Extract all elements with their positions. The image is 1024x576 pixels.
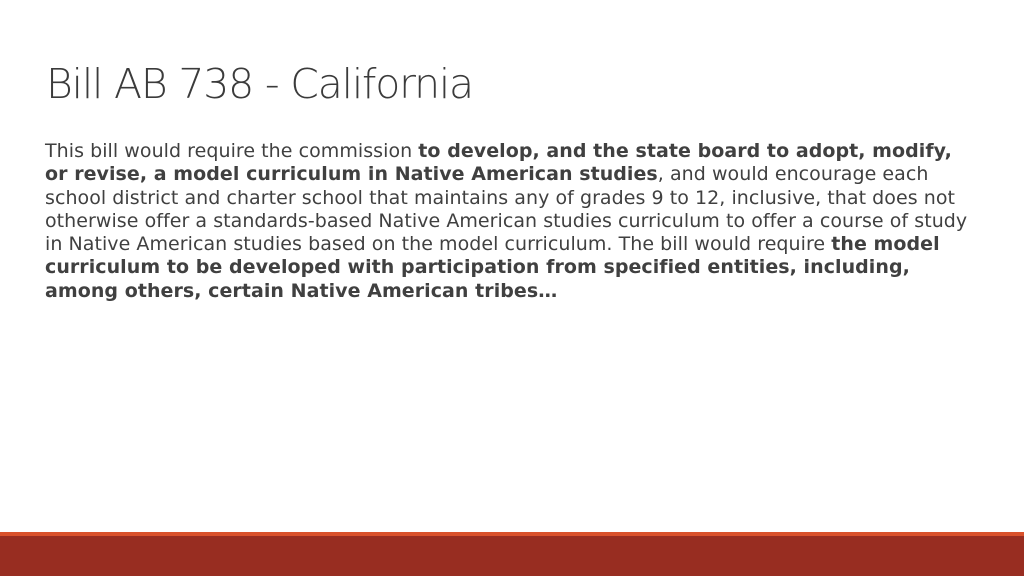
slide-title: Bill AB 738 - California	[46, 60, 473, 108]
body-segment-encourage-districts: , and would encourage each school district and charter school that maintains any of grades 9 to 12, inclusive, that does not otherwise offer a standards-based Native American studies curriculum to offer a course of study in Native American studies based on the model curriculum. The bill would require	[45, 163, 968, 256]
body-segment-participation: the model curriculum to be developed with participation from specified entities, including, among others, certain Native American tribes…	[45, 233, 940, 302]
body-segment-develop-curriculum: to develop, and the state board to adopt, modify, or revise, a model curriculum in Native American studies	[45, 140, 952, 186]
body-segment-intro: This bill would require the commission	[45, 140, 419, 162]
slide-body-text	[45, 140, 980, 303]
footer-bar	[0, 536, 1024, 576]
